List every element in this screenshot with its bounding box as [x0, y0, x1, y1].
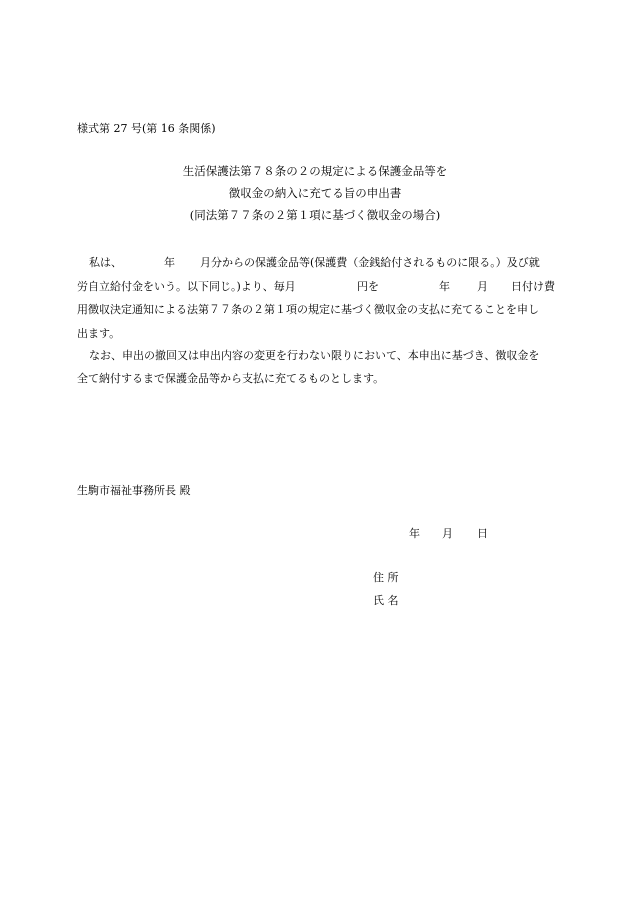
title-line-2: 徴収金の納入に充てる旨の申出書 [228, 186, 402, 200]
address-label: 住 所 [373, 571, 399, 584]
body-text: 日付け費 [511, 280, 555, 293]
title-line-1: 生活保護法第７８条の２の規定による保護金品等を [182, 164, 448, 178]
body-text: 労自立給付金をいう。以下同じ。)より、毎月 [77, 280, 296, 293]
date-day: 日 [477, 527, 488, 540]
body-text: 月分からの保護金品等(保護費（金銭給付されるものに限る。）及び就 [200, 256, 540, 269]
addressee: 生駒市福祉事務所長 殿 [77, 484, 191, 497]
body-text: 用徴収決定通知による法第７７条の２第１項の規定に基づく徴収金の支払に充てることを申し [77, 303, 539, 316]
body-text: 出ます。 [77, 327, 121, 340]
date-year: 年 [409, 527, 420, 540]
date-month: 月 [442, 527, 453, 540]
body-text: なお、申出の撤回又は申出内容の変更を行わない限りにおいて、本申出に基づき、徴収金を [89, 349, 540, 362]
form-number: 様式第 27 号(第 16 条関係) [77, 122, 216, 135]
body-text: 年 [164, 256, 175, 269]
body-text: 月 [477, 280, 488, 293]
body-text: 私は、 [89, 256, 122, 269]
title-line-3: (同法第７７条の２第１項に基づく徴収金の場合) [189, 208, 441, 222]
name-label: 氏 名 [373, 594, 399, 607]
body-text: 全て納付するまで保護金品等から支払に充てるものとします。 [77, 372, 385, 385]
body-text: 年 [439, 280, 450, 293]
body-text: 円を [357, 280, 379, 293]
